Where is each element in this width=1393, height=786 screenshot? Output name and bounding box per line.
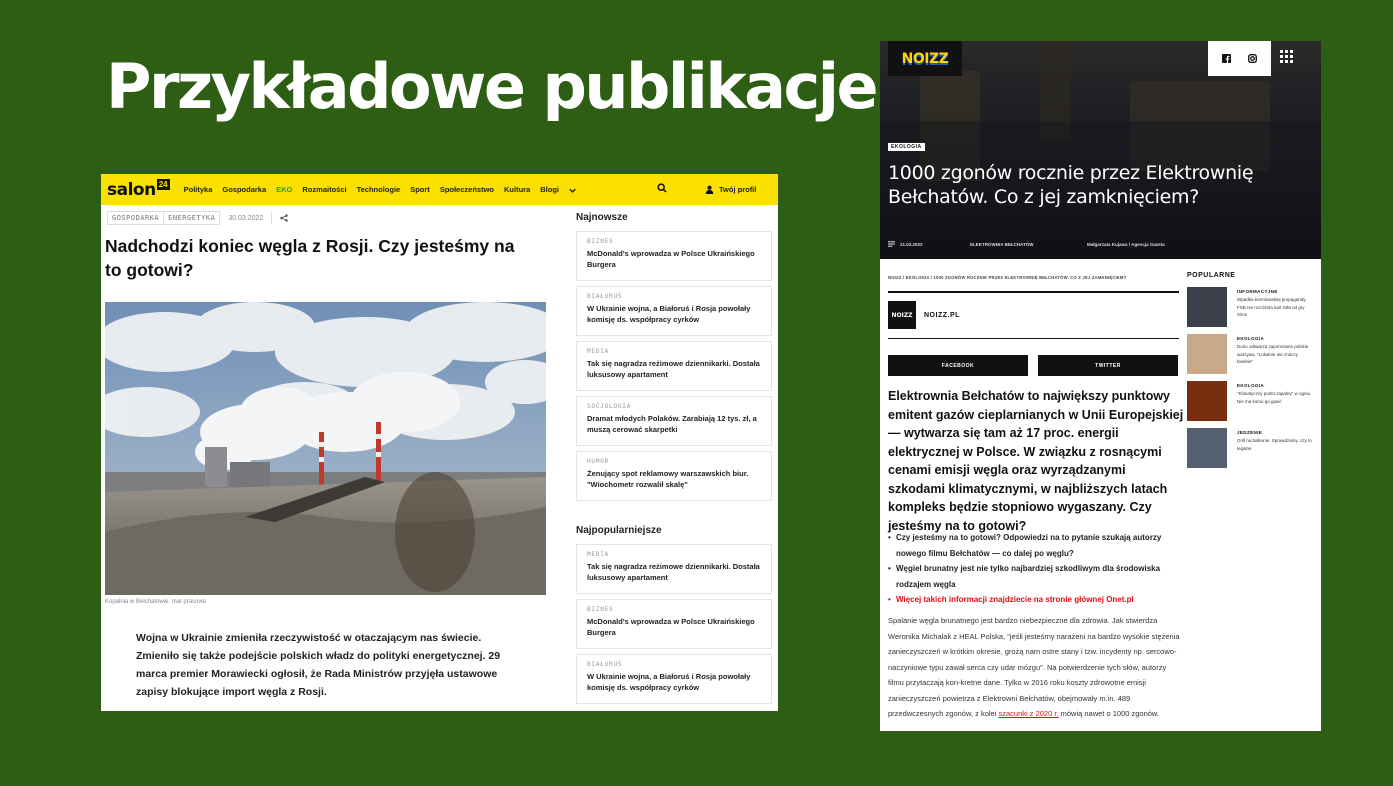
search-icon[interactable] [657,183,667,193]
menu-item-blogi[interactable]: Blogi [540,185,559,194]
body-text: Spalanie węgla brunatnego jest bardzo niebezpieczne dla zdrowia. Jak stwierdza Weronika Michalak z HEAL Polska, "jeśli jesteśmy narażeni na bardzo wysokie stężenia zanieczyszczeń w krótkim okresie, grożą nam ostre stany i tzw. incydenty np. sercowo-naczyniowe typu zawał serca czy udar mózgu". Na potwierdzenie tych słów, autorzy filmu przytaczają kon-kretne dane. Tylko w 2016 roku koszty zdrowotne emisji zanieczyszczeń powietrza z Elektrowni Bełchatów, obejmowały m.in. 489 przedwczesnych zgonów, z kolei [888,616,1180,718]
salon24-screenshot [101,174,778,711]
salon-navbar [101,174,778,205]
facebook-share-button[interactable]: FACEBOOK [888,355,1028,376]
noizz-screenshot [880,41,1321,731]
social-links [1208,41,1271,76]
menu-item-spoleczenstwo[interactable]: Społeczeństwo [439,185,494,194]
popular-item-title: "Klimatyczny punkt zapalny" w ogniu. Nie ma komu go gasić [1237,391,1312,404]
sidebar-card[interactable] [576,341,772,391]
body-link[interactable]: szacunki z 2020 r. [998,709,1059,718]
card-category: BIAŁORUŚ [587,293,623,300]
popular-thumbnail [1187,381,1227,421]
photo-caption: Kopalnia w Bełchatowie. mat prasowe [105,599,207,605]
salon-logo-number: 24 [158,179,168,189]
article-headline: Nadchodzi koniec węgla z Rosji. Czy jesteśmy na to gotowi? [105,236,515,280]
popular-item[interactable] [1187,428,1315,468]
card-title: Dramat młodych Polaków. Zarabiają 12 tys. zł, a muszą cerować skarpetki [587,414,757,434]
card-category: BIZNES [587,238,614,245]
popular-category: EKOLOGIA [1237,336,1265,341]
sidebar-card[interactable] [576,451,772,501]
card-title: Tak się nagradza reżimowe dziennikarki. Dostała luksusowy apartament [587,359,760,379]
article-body [888,613,1184,722]
menu-item-technologie[interactable]: Technologie [356,185,401,194]
card-title: Tak się nagradza reżimowe dziennikarki. Dostała luksusowy apartament [587,562,760,582]
power-plant-photo [105,302,546,595]
menu-item-sport[interactable]: Sport [410,185,430,194]
menu-item-gospodarka[interactable]: Gospodarka [222,185,267,194]
popular-title: POPULARNE [1187,272,1236,279]
card-category: MEDIA [587,551,610,558]
sidebar-card[interactable] [576,599,772,649]
user-icon [705,185,714,194]
popular-item[interactable] [1187,287,1315,327]
menu-item-eko[interactable]: EKO [276,185,293,194]
bullet-item: • Czy jesteśmy na to gotowi? Odpowiedzi na to pytanie szukają autorzy nowego filmu Bełchatów — co dalej po węglu? [888,530,1184,561]
category-badge[interactable]: EKOLOGIA [888,143,925,151]
onet-link[interactable]: • Więcej takich informacji znajdziecie na stronie głównej Onet.pl [888,592,1184,608]
newest-sidebar [576,212,772,506]
instagram-icon[interactable] [1248,54,1257,63]
tag-gospodarka[interactable]: GOSPODARKA [107,211,164,225]
article-lead: Elektrownia Bełchatów to największy punktowy emitent gazów cieplarnianych w Unii Europejskiej — wytwarza się tam aż 17 proc. energii elektrycznej w Polsce. W związku z rosnącymi cenami emisji węgla oraz wyrządzanymi szkodami klimatycznymi, w najbliższych latach kompleks będzie stopniowo wygaszany. Czy jesteśmy na to gotowi? [888,389,1184,533]
salon-logo-text: salon [107,179,156,200]
sidebar-card[interactable] [576,654,772,704]
slide-title: Przykładowe publikacje [106,50,877,123]
popular-item-title: Grill na balkonie. Sprawdzamy, czy to legalne [1237,438,1312,451]
popular-thumbnail [1187,287,1227,327]
profile-label: Twój profil [719,185,757,194]
popular-sidebar [576,525,772,709]
meta-tag[interactable]: ELEKTROWNIA BEŁCHATÓW [970,241,1034,247]
card-category: MEDIA [587,348,610,355]
card-title: Żenujący spot reklamowy warszawskich biur. "Wiochometr rozwalił skalę" [587,469,749,489]
sidebar-card[interactable] [576,231,772,281]
popular-category: EKOLOGIA [1237,383,1265,388]
menu-lines-icon[interactable] [888,241,895,247]
facebook-icon[interactable] [1222,54,1231,63]
menu-item-kultura[interactable]: Kultura [504,185,531,194]
menu-item-polityka[interactable]: Polityka [183,185,213,194]
share-icon[interactable] [280,214,288,222]
divider [888,291,1179,293]
popular-sidebar [1187,272,1315,475]
popular-item-title: Dorio odtwarza zapomniane polskie warzywa. "Lokalnie nie znaczy biednie" [1237,344,1309,364]
source-row [888,301,960,329]
sidebar-card[interactable] [576,286,772,336]
popular-category: JEDZENIE [1237,430,1263,435]
twitter-share-button[interactable]: TWITTER [1038,355,1178,376]
body-text-end: mówią nawet o 1000 zgonów. [1060,709,1160,718]
card-category: BIZNES [587,606,614,613]
noizz-logo[interactable] [888,41,962,76]
article-photo-power-plant [105,302,546,595]
popular-category: INFORMACYJNE [1237,289,1278,294]
article-date: 30.03.2022 [228,214,264,222]
sidebar-card[interactable] [576,544,772,594]
chevron-down-icon[interactable] [569,187,576,194]
card-title: W Ukrainie wojna, a Białoruś i Rosja powołały komisję ds. współpracy cyrków [587,672,751,692]
source-logo[interactable]: NOIZZ [888,301,916,329]
popular-item[interactable] [1187,334,1315,374]
card-title: W Ukrainie wojna, a Białoruś i Rosja powołały komisję ds. współpracy cyrków [587,304,751,324]
menu-grid-icon[interactable] [1280,50,1293,63]
noizz-logo-text: NOIZZ [901,50,949,67]
hero-meta [888,241,1313,247]
article-date: 21.03.2022 [900,241,923,247]
article-lead: Wojna w Ukrainie zmieniła rzeczywistość w otaczającym nas świecie. Zmieniło się także podejście polskich władz do polityki energetycznej. 29 marca premier Morawiecki ogłosił, że Rada Ministrów przyjęła ustawowe zapisy blokujące import węgla z Rosji. [136,632,501,698]
sidebar-card[interactable] [576,396,772,446]
card-title: McDonald's wprowadza w Polsce Ukraińskiego Burgera [587,617,755,637]
profile-button[interactable] [705,185,756,194]
menu-item-rozmaitosci[interactable]: Rozmaitości [302,185,347,194]
bullet-item: • Węgiel brunatny jest nie tylko najbardziej szkodliwym dla środowiska rodzajem węgla [888,561,1184,592]
divider [888,338,1179,339]
popular-item[interactable] [1187,381,1315,421]
source-name[interactable]: NOIZZ.PL [924,311,960,319]
card-category: HUMOR [587,458,610,465]
popular-title: Najpopularniejsze [576,525,662,536]
article-meta [107,211,288,225]
meta-divider [271,212,272,224]
popular-thumbnail [1187,334,1227,374]
newest-title: Najnowsze [576,212,628,223]
hero-banner [880,41,1321,259]
popular-thumbnail [1187,428,1227,468]
card-category: SOCJOLOGIA [587,403,632,410]
salon-menu [184,185,576,194]
article-bullets [888,530,1184,608]
card-title: McDonald's wprowadza w Polsce Ukraińskiego Burgera [587,249,755,269]
photo-author: Małgorzata Kujawa / Agencja Gazeta [1087,241,1165,247]
card-category: BIAŁORUŚ [587,661,623,668]
hero-title: 1000 zgonów rocznie przez Elektrownię Bełchatów. Co z jej zamknięciem? [888,162,1254,208]
salon-logo[interactable] [107,180,170,200]
tag-energetyka[interactable]: ENERGETYKA [164,211,220,225]
breadcrumb[interactable]: NOIZZ / EKOLOGIA / 1000 ZGONÓW ROCZNIE PRZEZ ELEKTROWNIĘ BEŁCHATÓW. CO Z JEJ ZAMKNIĘCIEM? [888,275,1127,280]
popular-item-title: Wpadka kremlowskiej propagandy. FSB nie rozróżnia kart SIM od gry Sims [1237,297,1307,317]
